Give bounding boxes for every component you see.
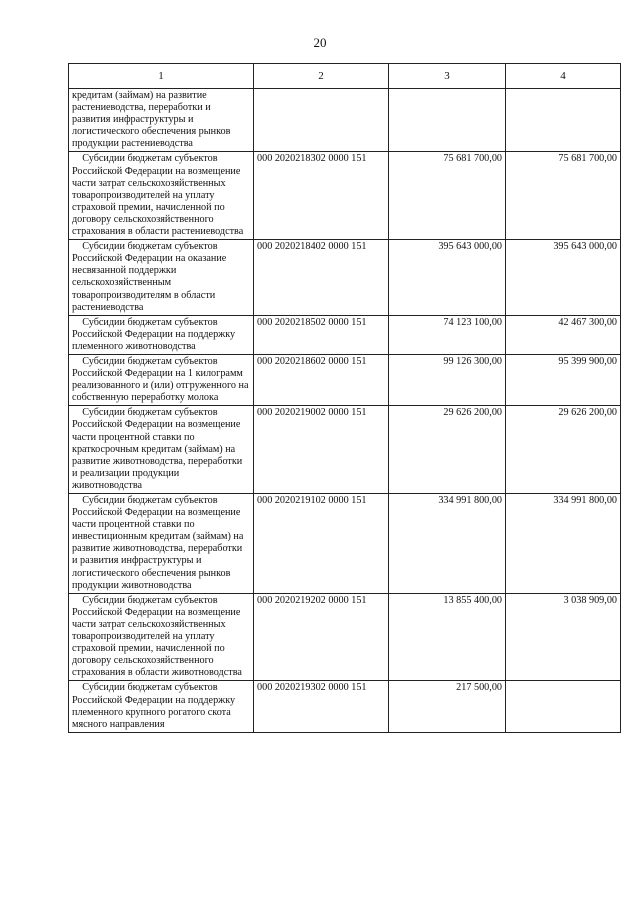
table-row	[69, 354, 621, 405]
row-amount-2: 42 467 300,00	[506, 315, 621, 354]
column-header: 4	[506, 64, 621, 89]
row-amount-1: 334 991 800,00	[389, 494, 506, 594]
row-amount-2: 334 991 800,00	[506, 494, 621, 594]
row-amount-1	[389, 89, 506, 152]
column-header: 2	[254, 64, 389, 89]
row-amount-1: 217 500,00	[389, 681, 506, 732]
row-code: 000 2020218302 0000 151	[254, 152, 389, 240]
row-code: 000 2020219302 0000 151	[254, 681, 389, 732]
row-amount-2	[506, 681, 621, 732]
table-row	[69, 593, 621, 681]
row-amount-1: 74 123 100,00	[389, 315, 506, 354]
row-code	[254, 89, 389, 152]
table-row	[69, 406, 621, 494]
row-code: 000 2020218502 0000 151	[254, 315, 389, 354]
row-amount-1: 99 126 300,00	[389, 354, 506, 405]
row-description: Субсидии бюджетам субъектов Российской Федерации на возмещение части затрат сельскохозяйственных товаропроизводителей на уплату страховой премии, начисленной по договору сельскохозяйственного страхования в области животноводства	[69, 593, 254, 681]
row-description: Субсидии бюджетам субъектов Российской Федерации на поддержку племенного животноводства	[69, 315, 254, 354]
row-amount-2: 95 399 900,00	[506, 354, 621, 405]
row-amount-1: 395 643 000,00	[389, 240, 506, 316]
page-number: 20	[313, 35, 327, 50]
row-amount-2: 3 038 909,00	[506, 593, 621, 681]
budget-table	[68, 63, 621, 733]
row-amount-1: 29 626 200,00	[389, 406, 506, 494]
row-code: 000 2020219002 0000 151	[254, 406, 389, 494]
table-row	[69, 152, 621, 240]
row-description: Субсидии бюджетам субъектов Российской Федерации на поддержку племенного крупного рогатого скота мясного направления	[69, 681, 254, 732]
table-row	[69, 681, 621, 732]
row-description: Субсидии бюджетам субъектов Российской Федерации на возмещение части затрат сельскохозяйственных товаропроизводителей на уплату страховой премии, начисленной по договору сельскохозяйственного страхования в области растениеводства	[69, 152, 254, 240]
table-header-row	[69, 64, 621, 89]
row-code: 000 2020219102 0000 151	[254, 494, 389, 594]
table-row	[69, 89, 621, 152]
table-row	[69, 315, 621, 354]
row-description: Субсидии бюджетам субъектов Российской Федерации на возмещение части процентной ставки по краткосрочным кредитам (займам) на развитие животноводства, переработки и реализации продукции животноводства	[69, 406, 254, 494]
row-description: Субсидии бюджетам субъектов Российской Федерации на возмещение части процентной ставки по инвестиционным кредитам (займам) на развитие животноводства, переработки и развития инфраструктуры и логистического обеспечения рынков продукции животноводства	[69, 494, 254, 594]
row-amount-2: 29 626 200,00	[506, 406, 621, 494]
row-code: 000 2020218402 0000 151	[254, 240, 389, 316]
column-header: 3	[389, 64, 506, 89]
row-amount-2: 395 643 000,00	[506, 240, 621, 316]
row-description: Субсидии бюджетам субъектов Российской Федерации на 1 килограмм реализованного и (или) отгруженного на собственную переработку молока	[69, 354, 254, 405]
row-amount-1: 75 681 700,00	[389, 152, 506, 240]
row-description: Субсидии бюджетам субъектов Российской Федерации на оказание несвязанной поддержки сельскохозяйственным товаропроизводителям в области растениеводства	[69, 240, 254, 316]
row-amount-2	[506, 89, 621, 152]
table-row	[69, 240, 621, 316]
row-description: кредитам (займам) на развитие растениеводства, переработки и развития инфраструктуры и логистического обеспечения рынков продукции растениеводства	[69, 89, 254, 152]
table-row	[69, 494, 621, 594]
row-amount-2: 75 681 700,00	[506, 152, 621, 240]
row-amount-1: 13 855 400,00	[389, 593, 506, 681]
column-header: 1	[69, 64, 254, 89]
row-code: 000 2020219202 0000 151	[254, 593, 389, 681]
row-code: 000 2020218602 0000 151	[254, 354, 389, 405]
